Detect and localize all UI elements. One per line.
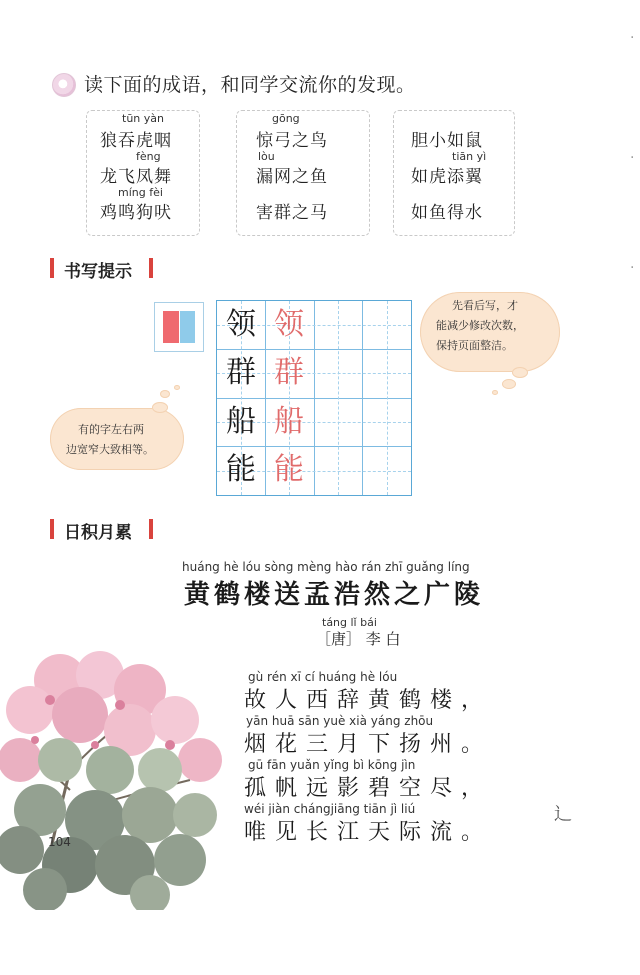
red-swatch (163, 311, 179, 343)
section-marker (50, 258, 54, 278)
grid-char-model: 船 (226, 404, 256, 439)
idiom-text: 漏网之鱼 (256, 167, 328, 187)
grid-char-model: 能 (226, 452, 256, 487)
section-title-writing-tips: 书写提示 (64, 262, 132, 282)
blue-swatch (180, 311, 195, 343)
section-title-daily: 日积月累 (64, 523, 132, 543)
tip-cloud-left (50, 408, 184, 470)
idiom-pinyin: lòu (258, 150, 275, 163)
grid-char-model: 领 (226, 307, 256, 342)
page-number: 104 (48, 835, 71, 849)
idiom-text: 胆小如鼠 (411, 131, 483, 151)
idiom-text: 狼吞虎咽 (100, 131, 172, 151)
poem-line-pinyin: gù rén xī cí huáng hè lóu (248, 670, 398, 684)
poem-line-pinyin: gū fān yuǎn yǐng bì kōng jìn (248, 758, 416, 772)
edge-mark: · (630, 30, 635, 46)
idiom-pinyin: gōng (272, 112, 300, 125)
grid-char-trace: 能 (274, 452, 304, 487)
tip-line: 先看后写，才 (452, 299, 518, 312)
idiom-text: 惊弓之鸟 (256, 131, 328, 151)
tip-line: 保持页面整洁。 (436, 339, 513, 352)
idiom-pinyin: tūn yàn (122, 112, 164, 125)
poem-line: 孤帆远影碧空尽， (244, 776, 493, 801)
thought-bubble (512, 367, 528, 378)
idiom-pinyin: fèng (136, 150, 161, 163)
author: ［唐］ 李 白 (316, 630, 401, 648)
edge-mark: · (630, 260, 635, 276)
tip-line: 边宽窄大致相等。 (66, 443, 154, 456)
tip-line: 有的字左右两 (78, 423, 144, 436)
grid-char-trace: 群 (274, 355, 304, 390)
idiom-text: 如鱼得水 (411, 203, 483, 223)
instruction-text: 读下面的成语，和同学交流你的发现。 (84, 74, 416, 96)
thought-bubble (492, 390, 498, 395)
thought-bubble (152, 402, 168, 413)
poem-line: 故人西辞黄鹤楼， (244, 688, 493, 713)
poem-line: 唯见长江天际流。 (244, 820, 493, 845)
tip-cloud-right (420, 292, 560, 372)
grid-char-model: 群 (226, 355, 256, 390)
grid-char-trace: 领 (274, 307, 304, 342)
poem-line: 烟花三月下扬州。 (244, 732, 493, 757)
section-marker (149, 258, 153, 278)
bullet-icon (52, 73, 76, 97)
tree-illustration (0, 650, 240, 910)
poem-title: 黄鹤楼送孟浩然之广陵 (184, 580, 485, 610)
idiom-pinyin: míng fèi (118, 186, 163, 199)
thought-bubble (174, 385, 180, 390)
writing-grid (216, 300, 412, 496)
edge-mark: · (630, 150, 635, 166)
handwritten-mark: 辶 (554, 804, 572, 825)
tip-line: 能减少修改次数， (436, 319, 524, 332)
poem-line-pinyin: wéi jiàn chángjiāng tiān jì liú (244, 802, 416, 816)
idiom-text: 龙飞凤舞 (100, 167, 172, 187)
idiom-text: 鸡鸣狗吠 (100, 203, 172, 223)
section-marker (50, 519, 54, 539)
idiom-pinyin: tiān yì (452, 150, 487, 163)
poem-title-pinyin: huáng hè lóu sòng mèng hào rán zhī guǎng líng (182, 560, 470, 574)
idiom-text: 害群之马 (256, 203, 328, 223)
idiom-text: 如虎添翼 (411, 167, 483, 187)
poem-line-pinyin: yān huā sān yuè xià yáng zhōu (246, 714, 434, 728)
color-swatch (154, 302, 204, 352)
section-marker (149, 519, 153, 539)
thought-bubble (502, 379, 516, 389)
thought-bubble (160, 390, 170, 398)
author-pinyin: táng lǐ bái (322, 616, 377, 629)
grid-char-trace: 船 (274, 404, 304, 439)
